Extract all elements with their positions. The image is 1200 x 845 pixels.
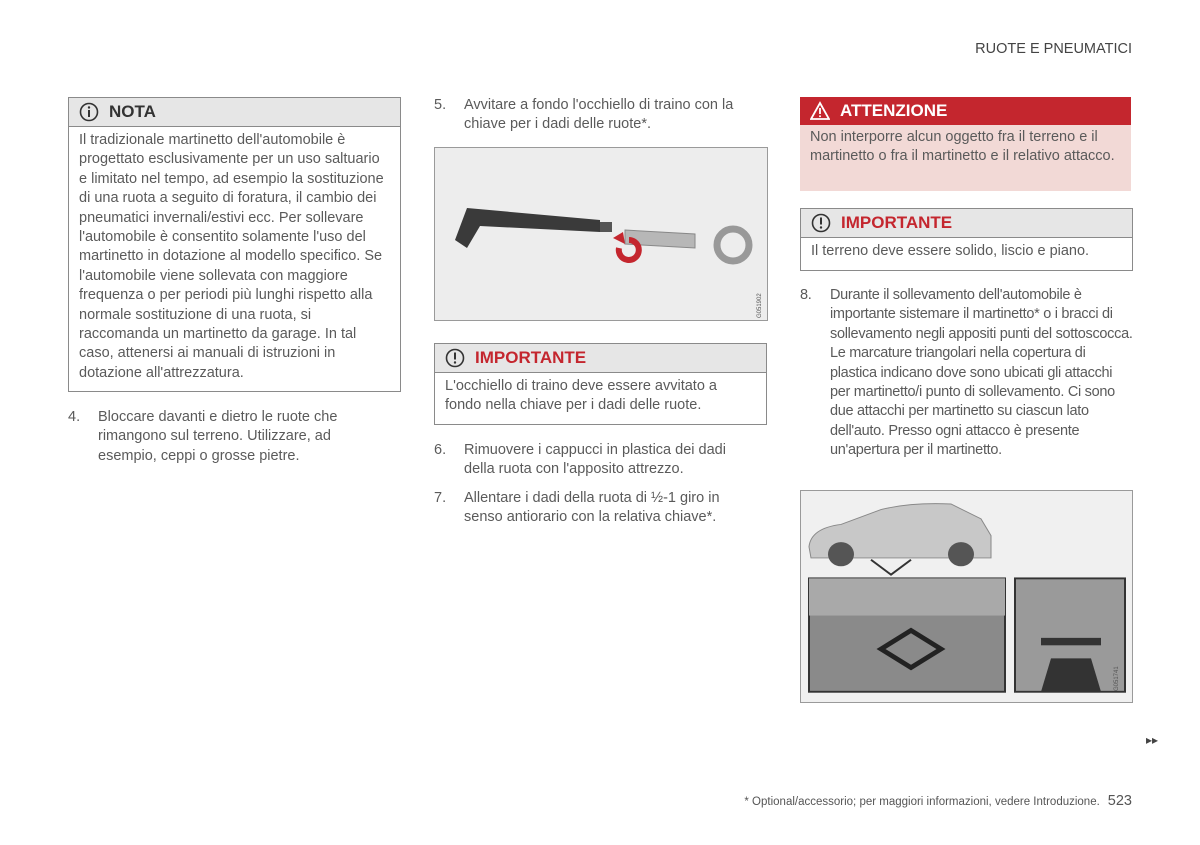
important-header (801, 209, 1132, 238)
important-header (435, 344, 766, 373)
section-title: RUOTE E PNEUMATICI (975, 41, 1132, 57)
step-number: 8. (800, 287, 812, 303)
step-number: 5. (434, 97, 447, 113)
note-box (68, 97, 401, 392)
note-header (69, 98, 400, 127)
warning-text: Non interporre alcun oggetto fra il terreno e il martinetto o fra il martinetto e il relativo attacco. (810, 129, 1115, 165)
info-icon (79, 102, 99, 122)
step-number: 4. (68, 409, 81, 425)
footnote: * Optional/accessorio; per maggiori informazioni, vedere Introduzione. (744, 796, 1100, 808)
step-5 (434, 96, 754, 135)
warning-header (800, 97, 1131, 125)
footer (744, 793, 1132, 809)
step-text: Bloccare davanti e dietro le ruote che rimangono sul terreno. Utilizzare, ad esempio, ceppi o grosse pietre. (98, 409, 338, 464)
figure-code: G051741 (1114, 666, 1120, 691)
step-7 (434, 489, 754, 528)
step-text: Avvitare a fondo l'occhiello di traino con la chiave per i dadi delle ruote*. (464, 97, 734, 133)
exclamation-icon (811, 213, 831, 233)
wrench-towing-eye-illustration (435, 148, 767, 320)
step-8 (800, 286, 1134, 461)
important-box-2 (800, 208, 1133, 271)
step-text: Rimuovere i cappucci in plastica dei dadi della ruota con l'apposito attrezzo. (464, 442, 726, 478)
step-text: Durante il sollevamento dell'automobile è importante sistemare il martinetto* o i bracci di sollevamento negli appositi punti del sottoscocca. Le marcature triangolari nella copertura di plastica indicano dove sono ubicati gli attacchi per martinetto/i punto di sollevamento. Ci sono due attacchi per martinetto su ciascun lato dell'auto. Presso ogni attacco è presente un'apertura per il martinetto. (830, 287, 1133, 459)
important-text: Il terreno deve essere solido, liscio e piano. (811, 243, 1090, 259)
step-number: 7. (434, 490, 447, 506)
step-4 (68, 408, 378, 466)
important-title: IMPORTANTE (841, 213, 953, 232)
important-box-1 (434, 343, 767, 425)
warning-title: ATTENZIONE (840, 101, 948, 120)
important-title: IMPORTANTE (475, 348, 587, 367)
note-text: Il tradizionale martinetto dell'automobile è progettato esclusivamente per un uso saltuario e limitato nel tempo, ad esempio la sostituzione di una ruota a seguito di foratura, il cambio dei pneumatici invernali/estivi ecc. Per sollevare l'automobile è consentito solamente l'uso del martinetto in dotazione al modello specifico. Se l'automobile viene sollevata con maggiore frequenza o per periodi più lunghi rispetto alla normale sostituzione di una ruota, si raccomanda un martinetto da garage. In tal caso, attenersi ai manuali di istruzioni in dotazione all'attrezzatura. (79, 132, 384, 381)
car-jack-illustration (801, 491, 1132, 702)
continue-arrows-icon: ▸▸ (1146, 733, 1159, 747)
figure-code: G051902 (757, 293, 763, 318)
exclamation-icon (445, 348, 465, 368)
note-title: NOTA (109, 102, 156, 121)
page-number: 523 (1107, 793, 1132, 809)
step-6 (434, 441, 754, 480)
figure-jack-points (800, 490, 1133, 703)
step-number: 6. (434, 442, 447, 458)
step-text: Allentare i dadi della ruota di ½-1 giro in senso antiorario con la relativa chiave*. (464, 490, 720, 526)
warning-triangle-icon (810, 101, 830, 121)
warning-box (800, 97, 1131, 191)
important-text: L'occhiello di traino deve essere avvitato a fondo nella chiave per i dadi delle ruote. (445, 378, 717, 414)
figure-wrench-towing-eye (434, 147, 768, 321)
